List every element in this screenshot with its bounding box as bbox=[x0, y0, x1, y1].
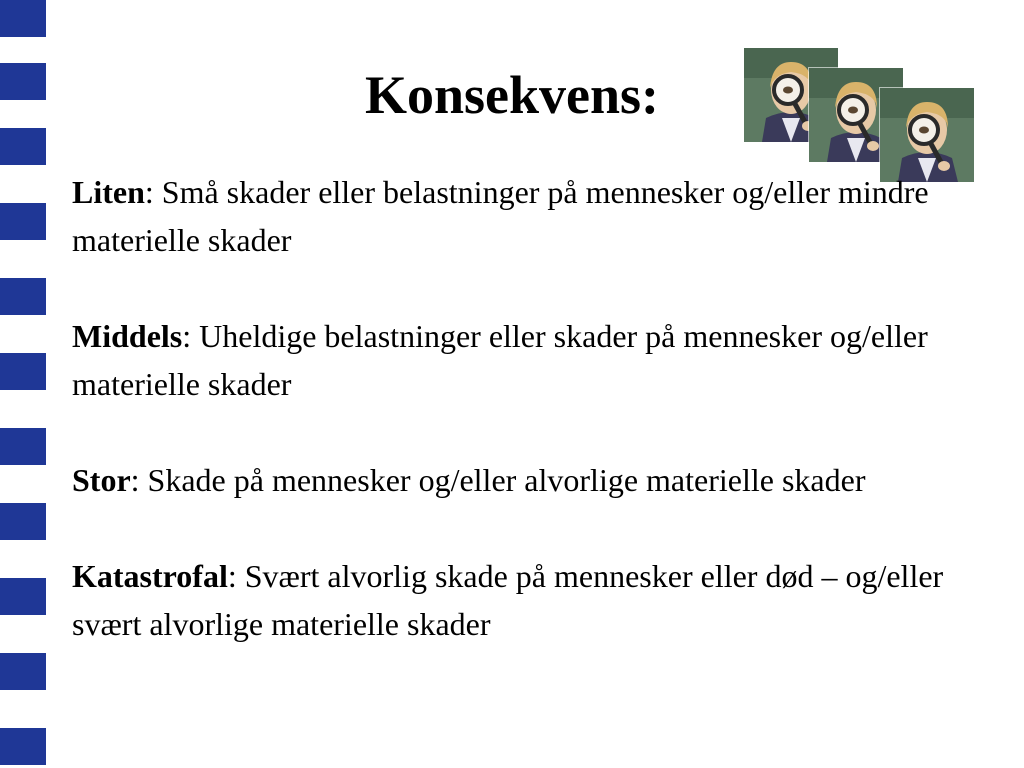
consequence-description: Små skader eller belastninger på mennesker og/eller mindre materielle skader bbox=[72, 174, 929, 258]
border-square bbox=[0, 203, 46, 240]
consequence-term: Liten bbox=[72, 174, 145, 210]
consequence-description: Skade på mennesker og/eller alvorlige materielle skader bbox=[139, 462, 866, 498]
border-square bbox=[0, 503, 46, 540]
term-separator: : bbox=[130, 462, 140, 498]
border-square bbox=[0, 278, 46, 315]
border-square bbox=[0, 353, 46, 390]
slide-title: Konsekvens: bbox=[364, 65, 660, 125]
border-square bbox=[0, 578, 46, 615]
term-separator: : bbox=[227, 558, 237, 594]
consequence-term: Middels bbox=[72, 318, 183, 354]
consequence-description: Uheldige belastninger eller skader på mennesker og/eller materielle skader bbox=[72, 318, 928, 402]
border-square bbox=[0, 653, 46, 690]
term-separator: : bbox=[182, 318, 192, 354]
consequence-item-middels bbox=[72, 312, 952, 408]
consequence-item-liten bbox=[72, 168, 952, 264]
term-separator: : bbox=[144, 174, 154, 210]
border-square bbox=[0, 428, 46, 465]
consequence-term: Stor bbox=[72, 462, 131, 498]
consequence-term: Katastrofal bbox=[72, 558, 228, 594]
consequence-item-katastrofal bbox=[72, 552, 952, 648]
consequence-item-stor bbox=[72, 456, 952, 504]
border-square bbox=[0, 728, 46, 765]
consequence-description: Svært alvorlig skade på mennesker eller død – og/eller svært alvorlige materielle skader bbox=[72, 558, 944, 642]
consequence-list bbox=[72, 168, 952, 696]
